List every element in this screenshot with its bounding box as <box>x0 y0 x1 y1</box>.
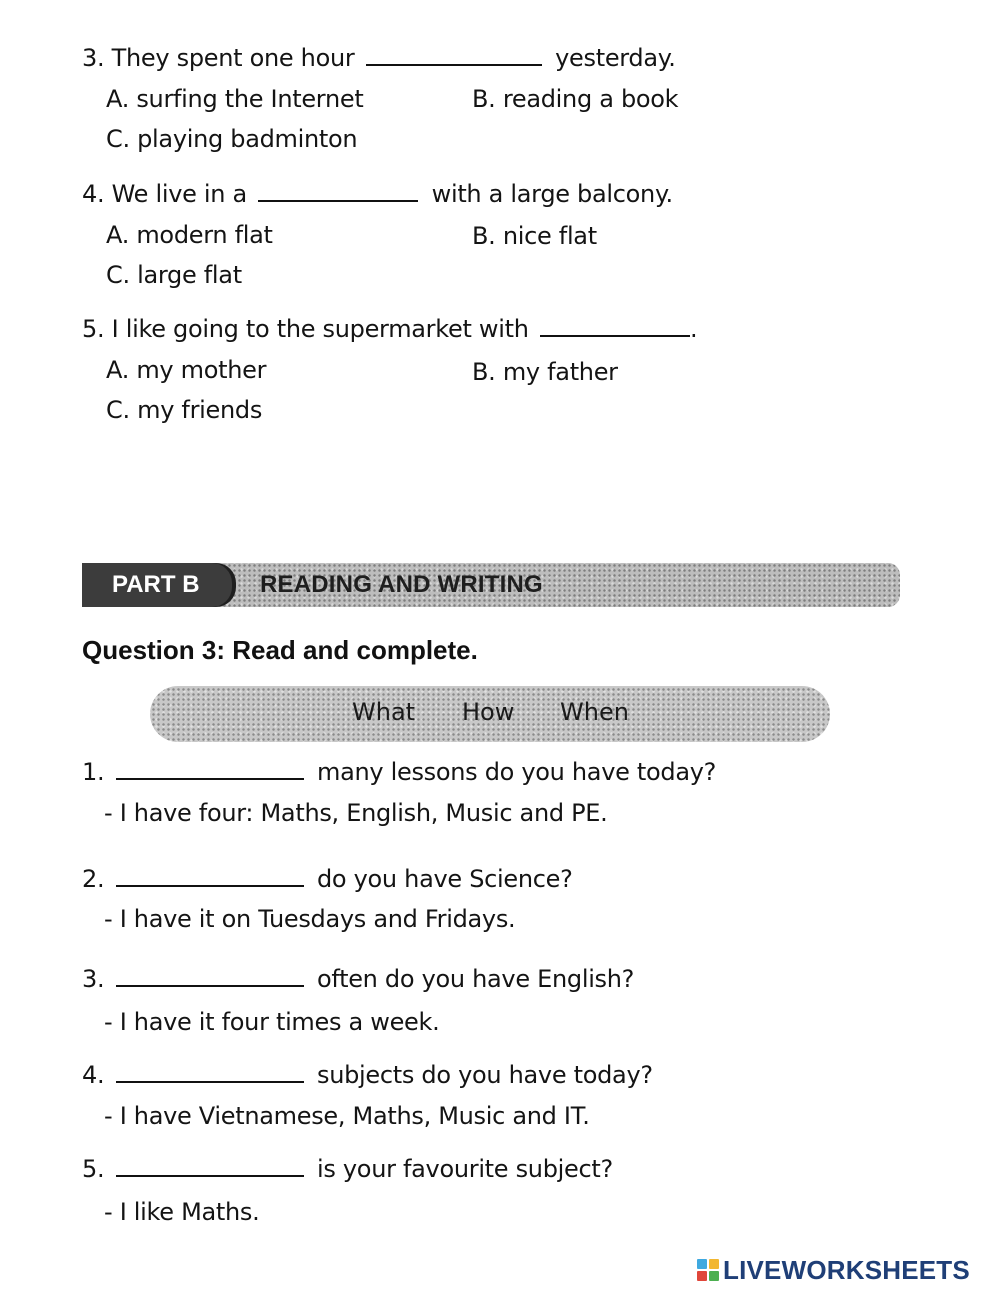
mcq-4-option-c[interactable]: C. large flat <box>106 261 242 289</box>
mcq-3-stem <box>82 42 676 74</box>
complete-item-1-number: 1. <box>82 758 105 786</box>
complete-item-3-blank[interactable] <box>116 965 304 987</box>
complete-item-3 <box>82 963 634 995</box>
word-box-item-when[interactable]: When <box>560 698 629 726</box>
mcq-3-option-b[interactable]: B. reading a book <box>472 85 679 113</box>
complete-item-4 <box>82 1059 653 1091</box>
complete-item-3-prompt: often do you have English? <box>317 965 635 993</box>
mcq-5-option-c[interactable]: C. my friends <box>106 396 263 424</box>
word-box-item-what[interactable]: What <box>352 698 416 726</box>
complete-item-1-prompt: many lessons do you have today? <box>317 758 717 786</box>
complete-item-3-answer: - I have it four times a week. <box>104 1008 440 1036</box>
mcq-3-text-before: They spent one hour <box>111 44 355 72</box>
part-b-label: PART B <box>112 571 200 598</box>
complete-item-2-prompt: do you have Science? <box>317 865 573 893</box>
mcq-4-text-after: with a large balcony. <box>431 180 673 208</box>
mcq-3-blank[interactable] <box>366 44 542 66</box>
mcq-3-number: 3. <box>82 44 105 72</box>
mcq-4-stem <box>82 178 673 210</box>
mcq-5-number: 5. <box>82 315 105 343</box>
logo-grid-icon <box>697 1259 719 1281</box>
logo-square-green <box>709 1271 719 1281</box>
logo-square-blue <box>697 1259 707 1269</box>
liveworksheets-logo <box>697 1254 970 1286</box>
mcq-4-option-b[interactable]: B. nice flat <box>472 222 597 250</box>
word-box-item-how[interactable]: How <box>462 698 515 726</box>
complete-item-4-answer: - I have Vietnamese, Maths, Music and IT. <box>104 1102 590 1130</box>
complete-item-5-number: 5. <box>82 1155 105 1183</box>
complete-item-5-blank[interactable] <box>116 1155 304 1177</box>
mcq-3-option-c[interactable]: C. playing badminton <box>106 125 358 153</box>
mcq-4-blank[interactable] <box>258 180 418 202</box>
complete-item-4-prompt: subjects do you have today? <box>317 1061 653 1089</box>
mcq-5-text-before: I like going to the supermarket with <box>111 315 529 343</box>
complete-item-3-number: 3. <box>82 965 105 993</box>
mcq-5-option-a[interactable]: A. my mother <box>106 356 267 384</box>
complete-item-4-number: 4. <box>82 1061 105 1089</box>
complete-item-1 <box>82 756 716 788</box>
mcq-3-option-a[interactable]: A. surfing the Internet <box>106 85 364 113</box>
complete-item-5-prompt: is your favourite subject? <box>317 1155 613 1183</box>
complete-item-5 <box>82 1153 613 1185</box>
question-3-title: Question 3: Read and complete. <box>82 635 478 665</box>
logo-square-red <box>697 1271 707 1281</box>
mcq-4-number: 4. <box>82 180 105 208</box>
complete-item-2-number: 2. <box>82 865 105 893</box>
complete-item-4-blank[interactable] <box>116 1061 304 1083</box>
complete-item-1-answer: - I have four: Maths, English, Music and PE. <box>104 799 608 827</box>
complete-item-1-blank[interactable] <box>116 758 304 780</box>
logo-text: LIVEWORKSHEETS <box>723 1255 970 1285</box>
mcq-5-text-after: . <box>689 315 698 343</box>
complete-item-2-answer: - I have it on Tuesdays and Fridays. <box>104 905 516 933</box>
mcq-5-stem <box>82 313 697 345</box>
mcq-4-text-before: We live in a <box>111 180 247 208</box>
mcq-3-text-after: yesterday. <box>555 44 676 72</box>
mcq-4-option-a[interactable]: A. modern flat <box>106 221 273 249</box>
section-title: READING AND WRITING <box>260 571 543 598</box>
mcq-5-blank[interactable] <box>540 315 690 337</box>
part-b-header-bar <box>82 563 900 607</box>
word-box <box>150 686 830 742</box>
complete-item-5-answer: - I like Maths. <box>104 1198 260 1226</box>
mcq-5-option-b[interactable]: B. my father <box>472 358 618 386</box>
complete-item-2 <box>82 863 573 895</box>
complete-item-2-blank[interactable] <box>116 865 304 887</box>
logo-square-yellow <box>709 1259 719 1269</box>
